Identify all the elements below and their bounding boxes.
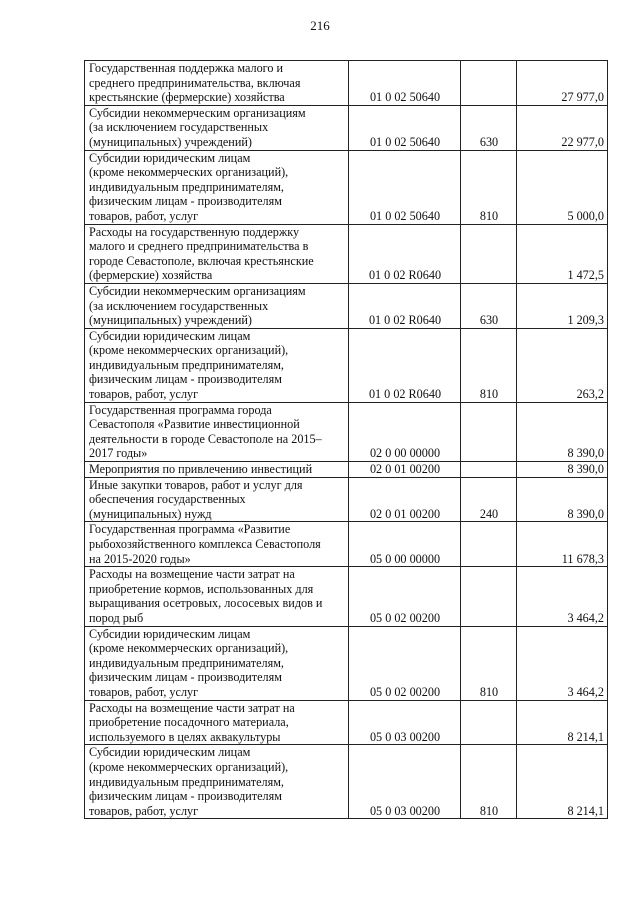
table-row xyxy=(85,745,608,819)
expense-name-line: индивидуальным предпринимателям, xyxy=(89,774,284,789)
expense-name-line: индивидуальным предпринимателям, xyxy=(89,357,284,372)
target-article-code: 01 0 02 50640 xyxy=(349,61,461,106)
amount-cell: 8 390,0 xyxy=(517,477,608,522)
amount-cell: 8 214,1 xyxy=(517,745,608,819)
expense-type-code: 630 xyxy=(461,105,517,150)
expense-type-code: 810 xyxy=(461,150,517,224)
target-article-code: 05 0 03 00200 xyxy=(349,700,461,745)
target-article-code: 05 0 00 00000 xyxy=(349,522,461,567)
expense-type-code xyxy=(461,700,517,745)
expense-name-cell xyxy=(85,328,349,402)
expense-type-code xyxy=(461,224,517,283)
target-article-code: 05 0 02 00200 xyxy=(349,567,461,626)
expense-type-code xyxy=(461,522,517,567)
expense-name-line: (фермерские) хозяйства xyxy=(89,268,213,283)
expense-name-line: товаров, работ, услуг xyxy=(89,684,199,699)
target-article-code: 05 0 02 00200 xyxy=(349,626,461,700)
expense-name-line: товаров, работ, услуг xyxy=(89,803,199,818)
expense-name-line: физическим лицам - производителям xyxy=(89,372,282,387)
expense-name-line: используемого в целях аквакультуры xyxy=(89,729,281,744)
amount-cell: 8 214,1 xyxy=(517,700,608,745)
expense-name-line: (кроме некоммерческих организаций), xyxy=(89,641,289,656)
amount-cell: 263,2 xyxy=(517,328,608,402)
target-article-code: 02 0 00 00000 xyxy=(349,402,461,461)
expense-name-line: на 2015-2020 годы» xyxy=(89,551,191,566)
table-row xyxy=(85,224,608,283)
expense-name-cell xyxy=(85,477,349,522)
expense-name-line: среднего предпринимательства, включая xyxy=(89,75,301,90)
target-article-code: 01 0 02 R0640 xyxy=(349,283,461,328)
expense-name-line: физическим лицам - производителям xyxy=(89,194,282,209)
expense-name-line: (кроме некоммерческих организаций), xyxy=(89,165,289,180)
expense-name-line: (за исключением государственных xyxy=(89,298,269,313)
expense-name-line: (муниципальных) нужд xyxy=(89,506,212,521)
expense-name-line: (кроме некоммерческих организаций), xyxy=(89,759,289,774)
expense-name-line: крестьянские (фермерские) хозяйства xyxy=(89,90,285,105)
expense-type-code: 630 xyxy=(461,283,517,328)
amount-cell: 3 464,2 xyxy=(517,626,608,700)
expense-name-line: Мероприятия по привлечению инвестиций xyxy=(89,462,313,477)
expense-type-code xyxy=(461,567,517,626)
amount-cell: 8 390,0 xyxy=(517,402,608,461)
expense-name-line: приобретение посадочного материала, xyxy=(89,715,289,730)
expense-type-code: 810 xyxy=(461,626,517,700)
expense-name-cell xyxy=(85,626,349,700)
expense-name-cell xyxy=(85,745,349,819)
expense-name-line: товаров, работ, услуг xyxy=(89,387,199,402)
table-row xyxy=(85,150,608,224)
expense-name-cell xyxy=(85,150,349,224)
table-row xyxy=(85,328,608,402)
target-article-code: 02 0 01 00200 xyxy=(349,477,461,522)
expense-name-line: городе Севастополе, включая крестьянские xyxy=(89,253,314,268)
expense-name-line: индивидуальным предпринимателям, xyxy=(89,179,284,194)
expense-name-line: Субсидии юридическим лицам xyxy=(89,150,251,165)
table-row xyxy=(85,61,608,106)
expense-name-line: Субсидии некоммерческим организациям xyxy=(89,105,306,120)
expense-name-line: физическим лицам - производителям xyxy=(89,789,282,804)
expense-name-line: малого и среднего предпринимательства в xyxy=(89,239,309,254)
target-article-code: 02 0 01 00200 xyxy=(349,462,461,478)
table-row xyxy=(85,105,608,150)
expense-name-line: (кроме некоммерческих организаций), xyxy=(89,343,289,358)
table-row xyxy=(85,462,608,478)
expense-type-code xyxy=(461,402,517,461)
expense-name-line: Субсидии юридическим лицам xyxy=(89,745,251,760)
table-row xyxy=(85,283,608,328)
target-article-code: 05 0 03 00200 xyxy=(349,745,461,819)
expense-name-line: приобретение кормов, использованных для xyxy=(89,581,314,596)
expense-name-cell xyxy=(85,283,349,328)
expense-name-cell xyxy=(85,462,349,478)
expense-type-code xyxy=(461,462,517,478)
amount-cell: 27 977,0 xyxy=(517,61,608,106)
target-article-code: 01 0 02 50640 xyxy=(349,105,461,150)
amount-cell: 22 977,0 xyxy=(517,105,608,150)
expense-name-line: индивидуальным предпринимателям, xyxy=(89,655,284,670)
expense-name-line: Расходы на возмещение части затрат на xyxy=(89,700,295,715)
table-row xyxy=(85,626,608,700)
expense-name-cell xyxy=(85,224,349,283)
expense-name-line: Субсидии юридическим лицам xyxy=(89,626,251,641)
expense-name-line: Расходы на государственную поддержку xyxy=(89,224,300,239)
amount-cell: 8 390,0 xyxy=(517,462,608,478)
expense-name-cell xyxy=(85,700,349,745)
table-row xyxy=(85,477,608,522)
table-row xyxy=(85,402,608,461)
expense-name-line: (муниципальных) учреждений) xyxy=(89,313,252,328)
expense-name-line: деятельности в городе Севастополе на 2015– xyxy=(89,431,322,446)
table-row xyxy=(85,700,608,745)
expense-name-cell xyxy=(85,522,349,567)
target-article-code: 01 0 02 R0640 xyxy=(349,328,461,402)
expense-type-code xyxy=(461,61,517,106)
amount-cell: 3 464,2 xyxy=(517,567,608,626)
expense-type-code: 240 xyxy=(461,477,517,522)
expense-name-line: рыбохозяйственного комплекса Севастополя xyxy=(89,537,321,551)
expense-name-line: 2017 годы» xyxy=(89,446,148,461)
expense-type-code: 810 xyxy=(461,328,517,402)
table-row xyxy=(85,567,608,626)
expense-name-line: обеспечения государственных xyxy=(89,492,246,507)
expense-name-line: (за исключением государственных xyxy=(89,120,269,135)
expense-name-line: (муниципальных) учреждений) xyxy=(89,134,252,149)
target-article-code: 01 0 02 50640 xyxy=(349,150,461,224)
expense-type-code: 810 xyxy=(461,745,517,819)
expense-name-line: пород рыб xyxy=(89,610,144,625)
amount-cell: 1 209,3 xyxy=(517,283,608,328)
budget-table-body xyxy=(85,61,608,819)
page-number: 216 xyxy=(310,18,330,33)
expense-name-line: Иные закупки товаров, работ и услуг для xyxy=(89,477,303,492)
amount-cell: 11 678,3 xyxy=(517,522,608,567)
expense-name-line: товаров, работ, услуг xyxy=(89,208,199,223)
expense-name-line: Государственная программа города xyxy=(89,402,272,417)
expense-name-line: выращивания осетровых, лососевых видов и xyxy=(89,596,323,611)
expense-name-cell xyxy=(85,402,349,461)
budget-table xyxy=(84,60,608,819)
expense-name-line: Субсидии некоммерческим организациям xyxy=(89,283,306,298)
table-row xyxy=(85,522,608,567)
expense-name-line: Субсидии юридическим лицам xyxy=(89,328,251,343)
amount-cell: 1 472,5 xyxy=(517,224,608,283)
target-article-code: 01 0 02 R0640 xyxy=(349,224,461,283)
expense-name-line: Государственная программа «Развитие xyxy=(89,522,291,537)
expense-name-line: Расходы на возмещение части затрат на xyxy=(89,567,295,582)
expense-name-cell xyxy=(85,567,349,626)
expense-name-cell xyxy=(85,105,349,150)
expense-name-line: физическим лицам - производителям xyxy=(89,670,282,685)
expense-name-cell xyxy=(85,61,349,106)
expense-name-line: Государственная поддержка малого и xyxy=(89,61,284,75)
amount-cell: 5 000,0 xyxy=(517,150,608,224)
expense-name-line: Севастополя «Развитие инвестиционной xyxy=(89,417,300,432)
